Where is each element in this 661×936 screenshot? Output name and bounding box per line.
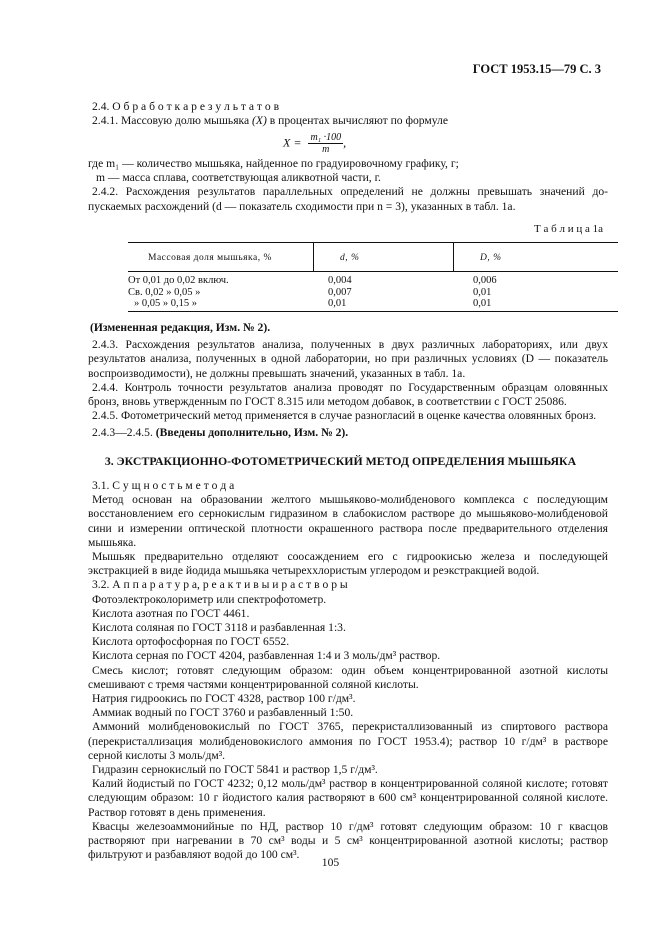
list-item: Натрия гидроокись по ГОСТ 4328, раствор 100 г/дм³. (92, 692, 356, 706)
section-title: 2.4. О б р а б о т к а р е з у л ь т а т о в (92, 100, 280, 113)
paragraph-2-4-5: 2.4.5. Фотометрический метод применяется в случае разногласий в оценке качества оловянных бронз. (92, 409, 597, 423)
section-title: 3.2. А п п а р а т у р а, р е а к т и в ы и р а с т в о р ы (92, 578, 348, 592)
table-caption: Т а б л и ц а 1а (534, 223, 603, 235)
section-3 (88, 479, 608, 862)
formula-legend (88, 157, 608, 214)
legend-m: m — масса сплава, соответствующая аликвотной части, г. (96, 171, 381, 185)
section-2-4 (88, 100, 608, 128)
paragraph-3-1-b: Мышьяк предварительно отделяют соосаждением его с гидроокисью железа и последующей экстракцией в виде йодида мышьяка четыреххлористым углеродом и реэкстракцией водой. (88, 550, 608, 578)
list-item: Гидразин сернокислый по ГОСТ 5841 и раствор 1,5 г/дм³. (92, 763, 378, 777)
list-item: Кислота серная по ГОСТ 4204, разбавленная 1:4 и 3 моль/дм³ раствор. (92, 649, 441, 663)
paragraph-2-4-1: 2.4.1. Массовую долю мышьяка (X) в процентах вычисляют по формуле (92, 114, 448, 128)
list-item: Кислота азотная по ГОСТ 4461. (92, 606, 250, 620)
page-header: ГОСТ 1953.15—79 С. 3 (472, 62, 601, 76)
table-header: Массовая доля мышьяка, % (148, 253, 272, 263)
legend-m1: где m₁ — количество мышьяка, найденное по градуировочному графику, г; (88, 157, 459, 170)
table-header: D, % (480, 253, 502, 263)
list-item: Аммоний молибденовокислый по ГОСТ 3765, перекристаллизованный из спиртового раствора (перекристаллизация молибденовокислого аммония по ГОСТ 1953.4); раствор 10 г/дм³ в растворе серной кислоты 3 моль/дм³. (88, 720, 608, 762)
paragraph-2-4-4: 2.4.4. Контроль точности результатов анализа проводят по Государственным образцам оловянных бронз, вновь утвержденным по ГОСТ 8.315 или методом добавок, в соответствии с ГОСТ 25086. (88, 380, 608, 409)
list-item: Кислота соляная по ГОСТ 3118 и разбавленная 1:3. (92, 621, 346, 635)
section-title: 3.1. С у щ н о с т ь м е т о д а (92, 479, 235, 492)
list-item: Смесь кислот; готовят следующим образом: один объем концентрированной азотной кислоты смешивают с тремя частями концентрированной соляной кислоты. (88, 663, 608, 691)
page-number: 105 (321, 856, 340, 869)
section-2-4-cont (88, 321, 608, 441)
paragraph-3-1-a: Метод основан на образовании желтого мышьяково-молибденового комплекса с последующим восстановлением его сернокислым гидразином в слабокислом растворе до мышьяково-молибденовой сини и измерении оптической плотности окрашенного раствора после предварительного отделения мышьяка. (88, 493, 608, 549)
list-item: Квасцы железоаммонийные по НД, раствор 10 г/дм³ готовят следующим образом: 10 г квасцов растворяют при нагревании в 70 см³ воды и 5 см³ концентрированной азотной кислоты; раствор фильтруют и разбавляют водой до 100 см³. (88, 819, 608, 862)
formula: X = $\frac{\text{m₁ ·100}}{m}$ , (283, 132, 347, 155)
section-3-title: 3. ЭКСТРАКЦИОННО-ФОТОМЕТРИЧЕСКИЙ МЕТОД ОПРЕДЕЛЕНИЯ МЫШЬЯКА (104, 454, 577, 468)
paragraph-2-4-3: 2.4.3. Расхождения результатов анализа, полученных в двух различных лабораториях, или двух результатов анализа, полученных в одной лаборатории, но при различных условиях (D — показатель воспроизводимости), не должны превышать значений, указанных в табл. 1а. (88, 338, 608, 380)
list-item: Кислота ортофосфорная по ГОСТ 6552. (92, 635, 290, 649)
introduced-note: 2.4.3—2.4.5. (Введены дополнительно, Изм. № 2). (92, 426, 349, 440)
table-row: » 0,05 » 0,15 » 0,01 0,01 (134, 298, 492, 309)
table-row: Св. 0,02 » 0,05 » 0,007 0,01 (128, 286, 492, 298)
list-item: Фотоэлектроколориметр или спектрофотометр. (92, 592, 327, 606)
change-note: (Измененная редакция, Изм. № 2). (90, 321, 271, 334)
paragraph-2-4-2: 2.4.2. Расхождения результатов параллельных определений не должны превышать значений до-пускаемых расхождений (d — показатель сходимости при n = 3), указанных в табл. 1а. (88, 185, 608, 213)
table-row: От 0,01 до 0,02 включ. 0,004 0,006 (128, 275, 497, 286)
list-item: Аммиак водный по ГОСТ 3760 и разбавленный 1:50. (92, 706, 354, 720)
table-header: d, % (340, 253, 360, 263)
list-item: Калий йодистый по ГОСТ 4232; 0,12 моль/дм³ раствор в концентрированной соляной кислоте; готовят следующим образом: 10 г йодистого калия растворяют в 600 см³ концентрированной соляной кислоте. Раствор готовят в день применения. (88, 777, 608, 819)
table-1a (128, 242, 618, 312)
